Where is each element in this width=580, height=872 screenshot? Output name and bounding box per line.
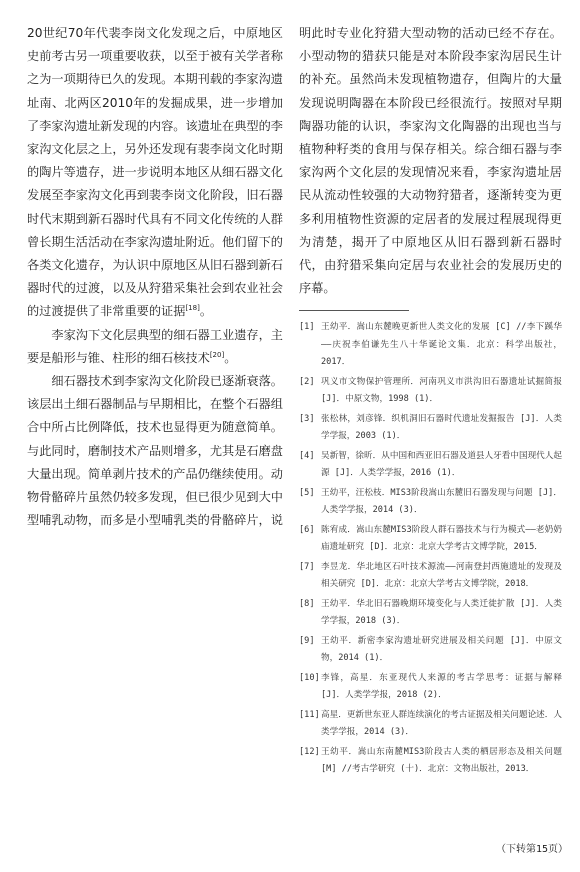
reference-item: [1] 王幼平．嵩山东麓晚更新世人类文化的发展 [C] //李下蹊华——庆祝李伯谦先生八十华诞论文集．北京：科学出版社，2017．: [299, 322, 562, 368]
reference-item: [10] 李锋，高星．东亚现代人来源的考古学思考：证据与解释 [J]．人类学学报，2018 (2)．: [299, 672, 562, 701]
paragraph-3: 细石器技术到李家沟文化阶段已逐渐衰落。该层出土细石器制品与早期相比，在整个石器组合中所占比例降低，技术也显得更为随意简单。与此同时，磨制技术产品则增多，尤其是石磨盘大量出现。简单剥片技术的产品仍继续使用。动物骨骼碎片虽然仍较多发现，但已很少见到大中型哺乳动物，而多是小型哺乳类的骨骼碎片，说: [27, 374, 283, 528]
reference-item: [9] 王幼平．新密李家沟遗址研究进展及相关问题 [J]．中原文物，2014 (1)．: [299, 635, 562, 664]
continued-on-page-note: （下转第15页）: [495, 844, 568, 855]
right-column: [299, 22, 562, 779]
reference-item: [4] 吴新智，徐昕．从中国和西亚旧石器及道县人牙看中国现代人起源 [J]．人类学学报，2016 (1)．: [299, 450, 562, 479]
reference-item: [2] 巩义市文物保护管理所．河南巩义市洪沟旧石器遗址试掘简报 [J]．中原文物，1998 (1)．: [299, 376, 562, 405]
reference-item: [11] 高星．更新世东亚人群连续演化的考古证据及相关问题论述．人类学学报，2014 (3)．: [299, 709, 562, 738]
citation: [18]: [185, 304, 200, 313]
reference-item: [8] 王幼平．华北旧石器晚期环境变化与人类迁徙扩散 [J]．人类学学报，2018 (3)．: [299, 598, 562, 627]
reference-item: [7] 李昱龙．华北地区石叶技术源流——河南登封西施遗址的发现及相关研究 [D]．北京：北京大学考古文博学院，2018．: [299, 561, 562, 590]
paragraph-2: 李家沟下文化层典型的细石器工业遗存，主要是船形与锥、柱形的细石核技术[20]。: [27, 327, 283, 365]
reference-item: [12] 王幼平．嵩山东南麓MIS3阶段古人类的栖居形态及相关问题 [M] //考古学研究 (十)．北京：文物出版社，2013．: [299, 746, 562, 775]
reference-item: [6] 陈宥成．嵩山东麓MIS3阶段人群石器技术与行为模式——老奶奶庙遗址研究 [D]．北京：北京大学考古文博学院，2015．: [299, 524, 562, 553]
reference-item: [3] 张松林，刘彦锋．织机洞旧石器时代遗址发掘报告 [J]．人类学学报，2003 (1)．: [299, 413, 562, 442]
paragraph-continued: 明此时专业化狩猎大型动物的活动已经不存在。小型动物的猎获只能是对本阶段李家沟居民生计的补充。虽然尚未发现植物遗存，但陶片的大量发现说明陶器在本阶段已经很流行。按照对早期陶器功能的认识，李家沟文化陶器的出现也当与植物种籽类的食用与保存相关。综合细石器与李家沟两个文化层的发现情况来看，李家沟遗址居民从流动性较强的大动物狩猎者，逐渐转变为更多利用植物性资源的定居者的发展过程展现得更为清楚，揭开了中原地区从旧石器到新石器时代，由狩猎采集向定居与农业社会的发展历史的序幕。: [299, 26, 562, 296]
reference-list: [299, 317, 562, 779]
left-column: [27, 22, 283, 532]
reference-divider: [299, 310, 409, 311]
citation: [20]: [209, 350, 225, 359]
reference-item: [5] 王幼平，汪松枝．MIS3阶段嵩山东麓旧石器发现与问题 [J]．人类学学报，2014 (3)．: [299, 487, 562, 516]
paragraph-1: 20世纪70年代裴李岗文化发现之后，中原地区史前考古另一项重要收获，以至于被有关学者称之为一项期待已久的发现。本期刊载的李家沟遗址南、北两区2010年的发掘成果，进一步增加了李家沟遗址新发现的内容。该遗址在典型的李家沟文化层之上，另外还发现有裴李岗文化时期的陶片等遗存，进一步说明本地区从细石器文化发展至李家沟文化再到裴李岗文化阶段，旧石器时代末期到新石器时代具有不同文化传统的人群曾长期生活活动在李家沟遗址附近。他们留下的各类文化遗存，为认识中原地区从旧石器到新石器时代的过渡，以及从狩猎采集社会到农业社会的过渡提供了非常重要的证据[18]。: [27, 26, 283, 319]
